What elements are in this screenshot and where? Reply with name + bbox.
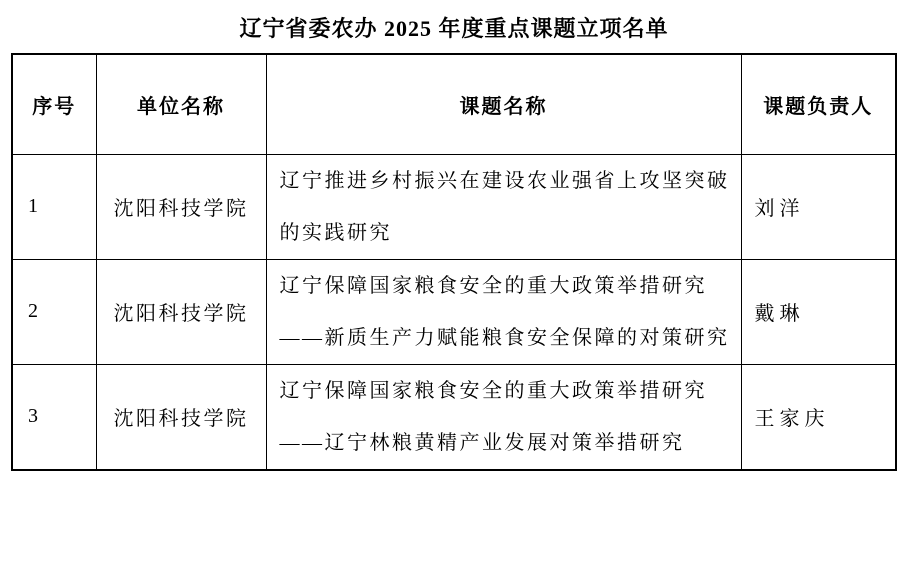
header-index: 序号 [12, 54, 96, 154]
table-header-row [12, 54, 896, 154]
unit-name: 沈阳科技学院 [96, 364, 266, 470]
project-name [266, 259, 741, 364]
header-unit: 单位名称 [96, 54, 266, 154]
project-name [266, 154, 741, 259]
row-index: 1 [12, 154, 96, 259]
project-name-line: 的实践研究 [279, 221, 392, 244]
leader-name: 戴琳 [741, 259, 896, 364]
header-leader: 课题负责人 [741, 54, 896, 154]
table-row [12, 259, 896, 364]
table-row [12, 364, 896, 470]
document-title: 辽宁省委农办 2025 年度重点课题立项名单 [239, 16, 669, 41]
row-index: 3 [12, 364, 96, 470]
project-name-line: 辽宁保障国家粮食安全的重大政策举措研究 [279, 274, 707, 297]
project-name-line: ——辽宁林粮黄精产业发展对策举措研究 [279, 431, 685, 454]
project-name [266, 364, 741, 470]
leader-name: 刘洋 [741, 154, 896, 259]
table-row [12, 154, 896, 259]
projects-table [11, 53, 897, 471]
project-name-line: ——新质生产力赋能粮食安全保障的对策研究 [279, 326, 730, 349]
project-name-line: 辽宁保障国家粮食安全的重大政策举措研究 [279, 379, 707, 402]
unit-name: 沈阳科技学院 [96, 154, 266, 259]
header-project: 课题名称 [266, 54, 741, 154]
row-index: 2 [12, 259, 96, 364]
project-name-line: 辽宁推进乡村振兴在建设农业强省上攻坚突破 [279, 169, 730, 192]
leader-name: 王家庆 [741, 364, 896, 470]
unit-name: 沈阳科技学院 [96, 259, 266, 364]
